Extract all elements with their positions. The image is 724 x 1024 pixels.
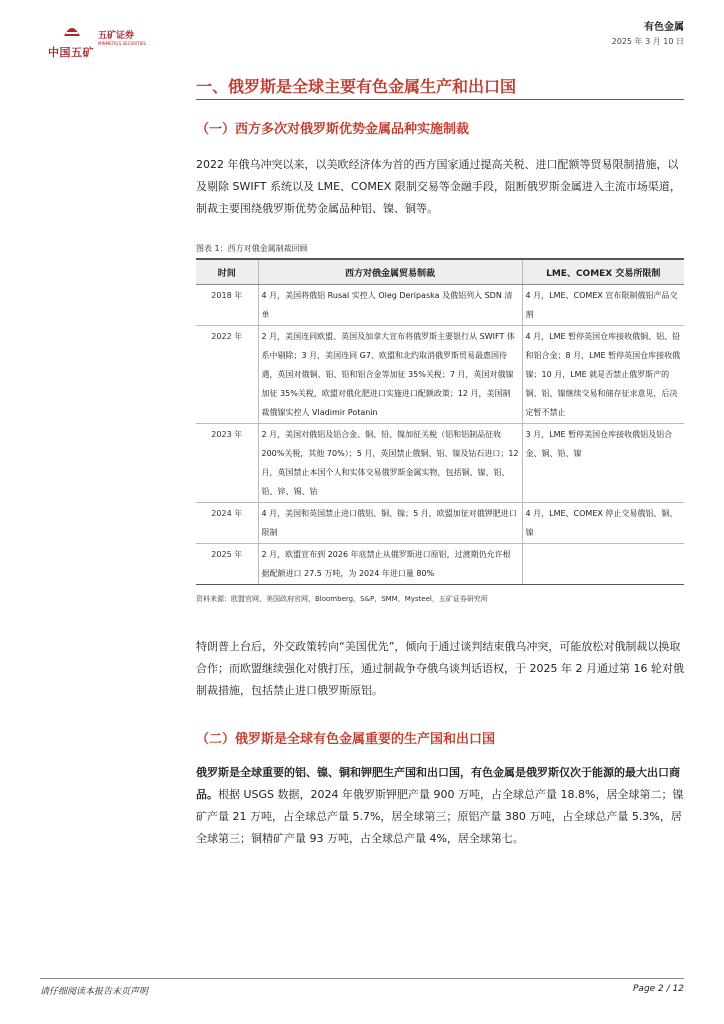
table-cell-year: 2024 年	[196, 503, 258, 544]
logo-brand-en: MINMETALS SECURITIES	[98, 41, 146, 46]
table-cell-trade: 4 月，美国将俄铝 Rusal 实控人 Oleg Deripaska 及俄铝列入 SDN 清单	[258, 285, 522, 326]
footer-disclaimer: 请仔细阅读本报告末页声明	[40, 987, 149, 997]
subsection-title-2: （二）俄罗斯是全球有色金属重要的生产国和出口国	[196, 732, 496, 747]
logo-mark-icon	[62, 22, 82, 38]
table-cell-year: 2025 年	[196, 544, 258, 585]
paragraph-policy-shift: 特朗普上台后，外交政策转向“美国优先”，倾向于通过谈判结束俄乌冲突，可能放松对俄制裁以换取合作；而欧盟继续强化对俄打压，通过制裁争夺俄乌谈判话语权，于 2025 年 2 月通过第 16 轮对俄制裁措施，包括禁止进口俄罗斯原铝。	[196, 640, 684, 697]
table-row	[196, 503, 684, 544]
table-header-year: 时间	[196, 259, 258, 285]
sanctions-table	[196, 258, 684, 585]
footer-rule	[40, 978, 684, 979]
table-cell-trade: 4 月，美国和英国禁止进口俄铝、铜、镍；5 月，欧盟加征对俄钾肥进口限制	[258, 503, 522, 544]
table-cell-exchange: 3 月，LME 暂停美国仓库接收俄铝及铝合金、铜、铅、镍	[522, 424, 684, 503]
table-row	[196, 285, 684, 326]
section-title-rule	[196, 99, 684, 100]
table-row	[196, 424, 684, 503]
table-row	[196, 544, 684, 585]
table-header-trade: 西方对俄金属贸易制裁	[258, 259, 522, 285]
company-logo	[48, 22, 158, 59]
table-header-exchange: LME、COMEX 交易所限制	[522, 259, 684, 285]
paragraph-rest: 根据 USGS 数据，2024 年俄罗斯钾肥产量 900 万吨，占全球总产量 18.8%，居全球第二；镍矿产量 21 万吨，占全球总产量 5.7%，居全球第三；原铝产量 380 万吨，占全球总产量 5.3%，居全球第三；铜精矿产量 93 万吨，占全球总产量 4%，居全球第七。	[196, 788, 684, 845]
table-source: 资料来源：欧盟官网，美国政府官网，Bloomberg，S&P，SMM，Mysteel，五矿证券研究所	[196, 595, 488, 603]
table-cell-exchange	[522, 544, 684, 585]
table-cell-trade: 2 月，美国连同欧盟、英国及加拿大宣布将俄罗斯主要银行从 SWIFT 体系中剔除；3 月，美国连同 G7、欧盟和北约取消俄罗斯贸易最惠国待遇，英国对俄铜、铝、铅和铝合金等加征 35%关税；7 月，英国对俄镍加征 35%关税，欧盟对俄化肥进口实施进口配额政策；12 月，美国制裁俄镍实控人 Vladimir Potanin	[258, 326, 522, 424]
table-cell-year: 2023 年	[196, 424, 258, 503]
table-cell-year: 2022 年	[196, 326, 258, 424]
paragraph-bold-lead: 俄罗斯是全球重要的铝、镍、铜和钾肥生产国和出口国，有色金属是俄罗斯仅次于能源的最大出口商品。	[196, 766, 680, 801]
table-cell-exchange: 4 月，LME、COMEX 宣布限制俄铝产品交割	[522, 285, 684, 326]
logo-name: 中国五矿	[48, 46, 94, 59]
table-caption: 图表 1：西方对俄金属制裁回顾	[196, 244, 308, 253]
subsection-title-1: （一）西方多次对俄罗斯优势金属品种实施制裁	[196, 122, 470, 137]
table-header-row	[196, 259, 684, 285]
table-cell-year: 2018 年	[196, 285, 258, 326]
page-number: Page 2 / 12	[633, 984, 684, 994]
table-cell-trade: 2 月，美国对俄铝及铝合金、铜、铅、镍加征关税（铝和铝制品征收 200%关税，其他 70%）；5 月，英国禁止俄铜、铝、镍及钴石进口；12 月，英国禁止本国个人和实体交易俄罗斯金属实物，包括铜、镍、铝、铅、锌、锡、钴	[258, 424, 522, 503]
table-cell-trade: 2 月，欧盟宣布到 2026 年底禁止从俄罗斯进口原铝，过渡期仍允许根据配额进口 27.5 万吨，为 2024 年进口量 80%	[258, 544, 522, 585]
section-title: 一、俄罗斯是全球主要有色金属生产和出口国	[196, 77, 517, 96]
table-cell-exchange: 4 月，LME 暂停英国仓库接收俄铜、铝、铅和铝合金；8 月，LME 暂停英国仓库接收俄镍；10 月，LME 就是否禁止俄罗斯产的铜、铝、镍继续交易和储存征求意见，后决定暂不禁止	[522, 326, 684, 424]
paragraph-production	[196, 762, 684, 850]
table-row	[196, 326, 684, 424]
logo-brand: 五矿证券	[98, 31, 135, 41]
table-cell-exchange: 4 月，LME、COMEX 停止交易俄铝、铜、镍	[522, 503, 684, 544]
report-date: 2025 年 3 月 10 日	[611, 37, 684, 46]
paragraph-sanctions-intro: 2022 年俄乌冲突以来，以美欧经济体为首的西方国家通过提高关税、进口配额等贸易限制措施，以及剔除 SWIFT 系统以及 LME、COMEX 限制交易等金融手段，阻断俄罗斯金属进入主流市场渠道，制裁主要围绕俄罗斯优势金属品种铝、镍、铜等。	[196, 158, 681, 215]
report-category: 有色金属	[644, 22, 684, 33]
